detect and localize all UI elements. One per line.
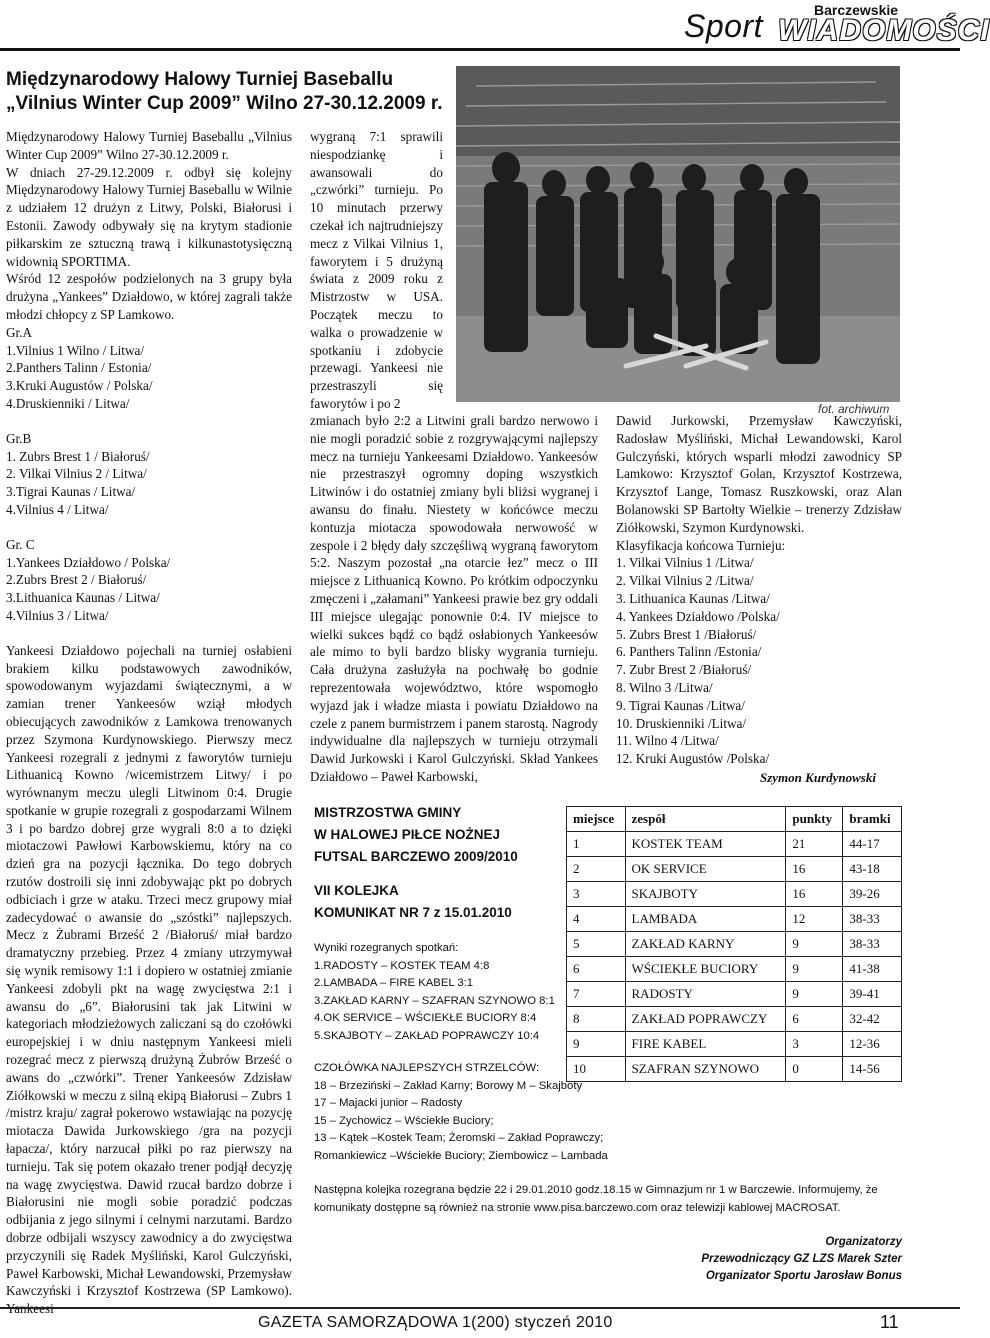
col1-paragraph: 1. Zubrs Brest 1 / Białoruś/ <box>6 448 150 464</box>
team-photo <box>456 66 900 402</box>
table-row <box>567 907 902 932</box>
classification-item: 12. Kruki Augustów /Polska/ <box>616 751 770 767</box>
classification-item: 7. Zubr Brest 2 /Białoruś/ <box>616 662 752 678</box>
table-row <box>567 957 902 982</box>
col1-paragraph: 3.Tigrai Kaunas / Litwa/ <box>6 484 136 500</box>
table-cell: OK SERVICE <box>625 857 786 882</box>
futsal-title-line: W HALOWEJ PIŁCE NOŻNEJ <box>314 827 501 842</box>
col1-paragraph: 4.Vilnius 3 / Litwa/ <box>6 607 109 623</box>
article-column-2-bottom <box>310 412 598 786</box>
organizer-line: Organizatorzy <box>825 1236 902 1248</box>
result-item: 2.LAMBADA – FIRE KABEL 3:1 <box>314 977 474 989</box>
table-cell: 1 <box>567 832 626 857</box>
table-cell: 16 <box>786 882 843 907</box>
table-cell: 7 <box>567 982 626 1007</box>
col1-paragraph: Gr. C <box>6 536 35 552</box>
col1-paragraph: 2.Zubrs Brest 2 / Białoruś/ <box>6 572 147 588</box>
col1-paragraph: 1.Vilnius 1 Wilno / Litwa/ <box>6 342 144 358</box>
scorer-item: 13 – Kątek –Kostek Team; Żeromski – Zakład Poprawczy; <box>314 1132 604 1144</box>
classification-item: 11. Wilno 4 /Litwa/ <box>616 733 719 749</box>
section-label: Sport <box>684 8 763 44</box>
col1-paragraph <box>6 413 292 430</box>
table-cell: 16 <box>786 857 843 882</box>
col1-paragraph: Międzynarodowy Halowy Turniej Baseballu „Vilnius Winter Cup 2009” Wilno 27-30.12.2009 r. <box>6 129 292 162</box>
col1-paragraph: 3.Lithuanica Kaunas / Litwa/ <box>6 590 160 606</box>
futsal-title-line: MISTRZOSTWA GMINY <box>314 805 462 820</box>
result-item: 3.ZAKŁAD KARNY – SZAFRAN SZYNOWO 8:1 <box>314 994 555 1007</box>
col1-paragraph: Wśród 12 zespołów podzielonych na 3 grupy była drużyna „Yankees” Działdowo, w której zagrali także młodzi chłopcy z SP Lamkowo. <box>6 271 292 322</box>
table-cell: 38-33 <box>843 907 902 932</box>
col1-paragraph: 3.Kruki Augustów / Polska/ <box>6 378 153 394</box>
result-item: 4.OK SERVICE – WŚCIEKŁE BUCIORY 8:4 <box>314 1012 537 1024</box>
col3-text: Dawid Jurkowski, Przemysław Kawczyński, Radosław Myśliński, Michał Lewandowski, Karol Gulczyński, których wsparli młodzi zawodnicy SP Lamkowo: Krzysztof Golan, Krzysztof Kostrzewa, Krzysztof Lange, Tomasz Ruszkowski, oraz Alan Bolanowski SP Bartołty Wielkie – trenerzy Zdzisław Ziółkowski, Szymon Kurdynowski. <box>616 413 902 535</box>
results-title: Wyniki rozegranych spotkań: <box>314 942 459 954</box>
classification-item: 2. Vilkai Vilnius 2 /Litwa/ <box>616 573 754 589</box>
col1-paragraph: 2. Vilkai Vilnius 2 / Litwa/ <box>6 466 147 482</box>
table-row <box>567 1007 902 1032</box>
classification-item: 3. Lithuanica Kaunas /Litwa/ <box>616 590 770 606</box>
classification-item: 10. Druskienniki /Litwa/ <box>616 715 747 731</box>
scorers-list <box>314 1078 664 1166</box>
standings-header <box>567 807 902 832</box>
table-cell: 14-56 <box>843 1057 902 1082</box>
article-title <box>6 68 456 116</box>
article-column-3 <box>616 412 902 768</box>
next-round-info <box>314 1182 904 1217</box>
col1-paragraph: Yankeesi Działdowo pojechali na turniej osłabieni brakiem kilku podstawowych zawodników, spowodowanym wyjazdami świątecznymi, a w zamian trener Yankeesów wziął młodych obiecujących zawodników z Lamkowa trenowanych przez Szymona Kurdynowskiego. Pierwszy mecz Yankeesi rozegrali z jednymi z faworytów turnieju Lithuanicą Kowno /wicemistrzem Litwy/ i po wyrównanym meczu ulegli Litwinom 0:4. Drugie spotkanie w grupie rozegrali z gospodarzami Wilnem 3 i po bardzo dobrej grze wygrali 8:0 a to dzięki miotaczowi Pawłowi Karbowskiemu, który na co dzień gra na pozycji łącznika. Do tego dobrych rzutów dostroili się inni zdobywając pkt po dobrych odbiciach i grze w ataku. Trzeci mecz grupowy miał zadecydować o awansie do „szóstki” najlepszych. Mecz z Żubrami Brześć 2 /Białoruś/ miał bardzo dramatyczny przebieg. Przez 4 zmiany utrzymywał się wynik remisowy 1:1 i dopiero w ostatniej zmianie Yankeesi zdobyli pkt na wagę zwycięstwa 2:1 i awansu do „6”. Białorusini tak jak Litwini w kategoriach młodzieżowych zaliczani są do czołówki europejskiej i w dniu następnym Yankeesi mieli rozegrać mecz z pierwszą drużyną Żubrów Brześć o awans do „czwórki”. Trener Yankeesów Zdzisław Ziółkowski w meczu z silną ekipą Białorusi – Zubrs 1 /mistrz kraju/ zagrał pokerowo wstawiając na pozycję miotacza Dawida Jurkowskiego /gra na pozycji łapacza/, który narzucał piłki po raz pierwszy na turnieju. Tak się potem okazało trener podjął decyzję na wagę zwycięstwa. Dawid rzucał bardzo dobrze i Białorusini nie mogli sobie poradzić podczas odbijania z jego silnymi i celnymi narzutami. Bardzo dobrze odbijali wszyscy zawodnicy a do zwycięstwa przyczynili się Radek Myśliński, Karol Gulczyński, Paweł Karbowski, Michał Lewandowski, Przemysław Kawczyński i Krzysztof Kostrzewa (SP Lamkowo). <box>6 642 292 1299</box>
article-column-2-top <box>310 128 443 413</box>
table-cell: 38-33 <box>843 932 902 957</box>
col2-top-text: wygraną 7:1 sprawili niespodziankę i awansowali do „czwórki” turnieju. Po 10 minutach przerwy czekał ich najtrudniejszy mecz z Vilkai Vilnius 1, faworytem i 5 drużyną świata z 2009 roku z Mistrzostw w USA. Początek meczu to walka o prowadzenie w spotkaniu i zdobycie przewagi. Yankeesi nie przestraszyli się faworytów i po 2 <box>310 129 443 411</box>
table-cell: RADOSTY <box>625 982 786 1007</box>
author-signature: Szymon Kurdynowski <box>760 770 876 785</box>
table-cell: 39-26 <box>843 882 902 907</box>
organizer-line: Przewodniczący GZ LZS Marek Szter <box>701 1253 902 1265</box>
table-cell: SKAJBOTY <box>625 882 786 907</box>
organizers <box>560 1234 902 1285</box>
table-cell: KOSTEK TEAM <box>625 832 786 857</box>
table-cell: ZAKŁAD KARNY <box>625 932 786 957</box>
classification-item: 4. Yankees Działdowo /Polska/ <box>616 608 780 624</box>
col1-paragraph <box>6 625 292 642</box>
table-cell: 6 <box>786 1007 843 1032</box>
table-cell: 6 <box>567 957 626 982</box>
title-line-1: Międzynarodowy Halowy Turniej Baseballu <box>6 69 394 90</box>
col1-paragraph: 1.Yankees Działdowo / Polska/ <box>6 554 171 570</box>
table-cell: 12 <box>786 907 843 932</box>
photo-caption: fot. archiwum <box>818 402 890 416</box>
team-photo-image <box>456 66 900 402</box>
standings-header-cell: miejsce <box>567 807 626 832</box>
table-cell: 32-42 <box>843 1007 902 1032</box>
table-cell: 8 <box>567 1007 626 1032</box>
table-cell: 5 <box>567 932 626 957</box>
table-cell: 10 <box>567 1057 626 1082</box>
scorer-item: 18 – Brzeziński – Zakład Karny; Borowy M – Skajboty <box>314 1079 583 1092</box>
table-cell: FIRE KABEL <box>625 1032 786 1057</box>
results-list <box>314 958 574 1046</box>
table-cell: 0 <box>786 1057 843 1082</box>
result-item: 5.SKAJBOTY – ZAKŁAD POPRAWCZY 10:4 <box>314 1029 540 1042</box>
table-row <box>567 932 902 957</box>
col1-paragraph: 4.Druskienniki / Litwa/ <box>6 395 130 411</box>
classification-title: Klasyfikacja końcowa Turnieju: <box>616 537 786 553</box>
organizer-line: Organizator Sportu Jarosław Bonus <box>705 1270 902 1282</box>
standings-header-cell: punkty <box>786 807 843 832</box>
standings-body <box>567 832 902 1082</box>
table-row <box>567 882 902 907</box>
table-cell: 9 <box>786 957 843 982</box>
table-cell: 21 <box>786 832 843 857</box>
brand-small: Barczewskie <box>814 2 899 18</box>
col1-paragraph: Gr.B <box>6 430 32 446</box>
col2-bottom-text: zmianach było 2:2 a Litwini grali bardzo nerwowo i nie mogli poradzić sobie z rozgrywającymi najlepszy mecz na turnieju Yankeesami Działdowo. Yankeesów nie przestraszył ogromny doping wszystkich Litwinów i do ostatniej zmiany byli bliżsi wygranej i awansu do finału. Niestety w końcówce meczu kontuzja miotacza spowodowała nerwowość w zespole i 2 błędy dały szczęśliwą wygraną faworytom 5:2. Naszym pozostał „na otarcie łez” mecz o III miejsce z Lithuanicą Kowno. Po krótkim odpoczynku zmęczeni i „załamani” Yankeesi prawie bez gry oddali III miejsce ulegając ponownie 0:4. IV miejsce to wielki sukces bądź co bądź osłabionych Yankeesów ale mimo to byli bardzo blisky wygrania turnieju. Cała drużyna zasłużyła na pochwałę bo godnie reprezentowała województwo, które wspomogło wyjazd jak i władze miasta i powiatu Działdowo na czele z panem burmistrzem i panem starostą. Nagrody indywidualne dla najlepszych w turnieju otrzymali Dawid Jurkowski i Karol Gulczyński. Skład Yankees Działdowo – Paweł Karbowski, <box>310 413 598 784</box>
table-cell: LAMBADA <box>625 907 786 932</box>
table-cell: SZAFRAN SZYNOWO <box>625 1057 786 1082</box>
article-column-1 <box>6 128 292 1318</box>
col1-paragraph <box>6 519 292 536</box>
table-row <box>567 857 902 882</box>
table-cell: 39-41 <box>843 982 902 1007</box>
classification-item: 8. Wilno 3 /Litwa/ <box>616 679 713 695</box>
table-cell: 9 <box>567 1032 626 1057</box>
col1-paragraph: W dniach 27-29.12.2009 r. odbył się kolejny Międzynarodowy Halowy Turniej Baseballu w Wilnie z udziałem 12 drużyn z Litwy, Polski, Białorusi i Estonii. Zawody odbywały się na krytym stadionie piłkarskim ze sztuczną trawą i kilkunastotysięczną widownią SPORTIMA. <box>6 164 293 269</box>
col1-paragraph: Gr.A <box>6 324 33 340</box>
title-line-2: „Vilnius Winter Cup 2009” Wilno 27-30.12.2009 r. <box>6 93 443 114</box>
table-row <box>567 1032 902 1057</box>
futsal-round-line: VII KOLEJKA <box>314 883 399 898</box>
standings-table <box>566 806 902 1082</box>
table-cell: WŚCIEKŁE BUCIORY <box>625 957 786 982</box>
result-item: 1.RADOSTY – KOSTEK TEAM 4:8 <box>314 959 490 972</box>
table-cell: 9 <box>786 982 843 1007</box>
classification-item: 6. Panthers Talinn /Estonia/ <box>616 644 762 660</box>
standings-header-cell: bramki <box>843 807 902 832</box>
col1-paragraph: 4.Vilnius 4 / Litwa/ <box>6 501 109 517</box>
futsal-title-line: FUTSAL BARCZEWO 2009/2010 <box>314 849 518 864</box>
classification-item: 9. Tigrai Kaunas /Litwa/ <box>616 697 745 713</box>
table-cell: 9 <box>786 932 843 957</box>
table-row <box>567 1057 902 1082</box>
table-cell: 2 <box>567 857 626 882</box>
table-cell: 43-18 <box>843 857 902 882</box>
table-cell: 3 <box>786 1032 843 1057</box>
scorer-item: 17 – Majacki junior – Radosty <box>314 1097 463 1109</box>
table-cell: 41-38 <box>843 957 902 982</box>
col1-paragraph: 2.Panthers Talinn / Estonia/ <box>6 360 152 376</box>
scorer-item: 15 – Zychowicz – Wściekłe Buciory; <box>314 1114 494 1127</box>
footer-rule <box>0 1307 960 1309</box>
futsal-round <box>314 880 564 924</box>
standings-header-cell: zespół <box>625 807 786 832</box>
next-round-text: Następna kolejka rozegrana będzie 22 i 29.01.2010 godz.18.15 w Gimnazjum nr 1 w Barczewie. Informujemy, że komunikaty dostępne są również na stronie www.pisa.barczewo.com oraz telewizji kablowej MACROSAT. <box>314 1184 878 1214</box>
table-cell: ZAKŁAD POPRAWCZY <box>625 1007 786 1032</box>
table-cell: 4 <box>567 907 626 932</box>
page-number: 11 <box>880 1312 899 1332</box>
table-row <box>567 832 902 857</box>
classification-item: 5. Zubrs Brest 1 /Białoruś/ <box>616 626 757 642</box>
table-cell: 3 <box>567 882 626 907</box>
futsal-header <box>314 802 564 924</box>
table-cell: 44-17 <box>843 832 902 857</box>
table-row <box>567 982 902 1007</box>
table-cell: 12-36 <box>843 1032 902 1057</box>
publication-footer: GAZETA SAMORZĄDOWA 1(200) styczeń 2010 <box>258 1314 613 1331</box>
futsal-title <box>314 802 564 868</box>
classification-item: 1. Vilkai Vilnius 1 /Litwa/ <box>616 555 754 571</box>
scorers-title: CZOŁÓWKA NAJLEPSZYCH STRZELCÓW: <box>314 1062 540 1074</box>
scorer-item: Romankiewicz –Wściekłe Buciory; Ziembowicz – Lambada <box>314 1149 608 1162</box>
brand-logo: WIADOMOŚCI <box>778 14 990 47</box>
futsal-results <box>314 940 574 1045</box>
header-rule <box>0 48 960 51</box>
classification-list <box>616 554 902 768</box>
futsal-round-line: KOMUNIKAT NR 7 z 15.01.2010 <box>314 905 512 920</box>
